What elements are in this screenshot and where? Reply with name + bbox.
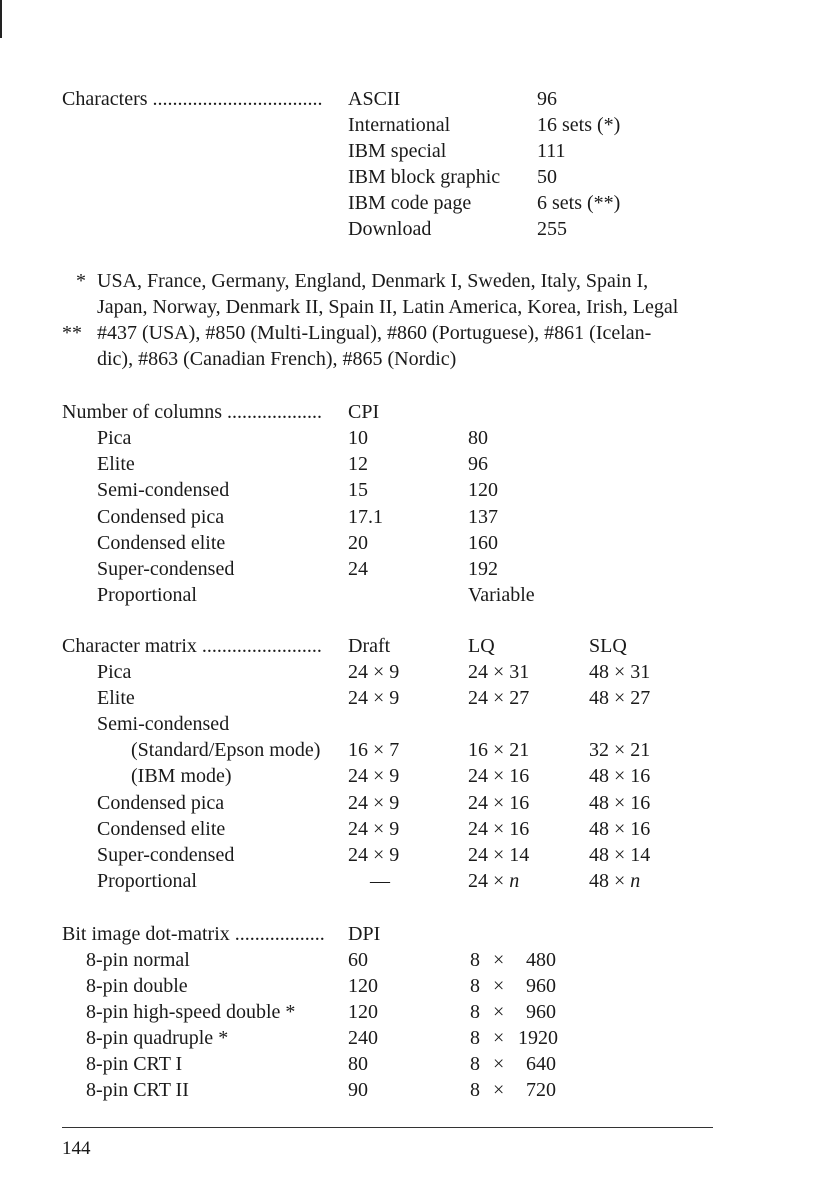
matrix-row-draft: 24 × 9 — [348, 818, 400, 840]
matrix-row-slq — [589, 871, 640, 891]
matrix-row-slq: 48 × 14 — [589, 844, 651, 866]
char-name: ASCII — [348, 88, 401, 110]
column-row-cols: 160 — [468, 532, 498, 554]
char-name: Download — [348, 218, 432, 240]
matrix-row-lq: 16 × 21 — [468, 739, 530, 761]
slq-variable: n — [630, 870, 641, 892]
bitimage-row-name: 8-pin high-speed double * — [86, 1001, 296, 1023]
char-value: 6 sets (**) — [537, 192, 621, 214]
column-row-cpi: 15 — [348, 479, 368, 501]
bitimage-row-name: 8-pin double — [86, 975, 188, 997]
bitimage-row-a: 8 — [470, 975, 480, 997]
matrix-row-draft: 24 × 9 — [348, 765, 400, 787]
bitimage-row-x: × — [493, 975, 505, 997]
char-value: 255 — [537, 218, 567, 240]
bitimage-row-a: 8 — [470, 1053, 480, 1075]
bitimage-row-name: 8-pin quadruple * — [86, 1027, 229, 1049]
matrix-row-name: Pica — [97, 661, 132, 683]
matrix-header-slq: SLQ — [589, 635, 627, 657]
matrix-header-draft: Draft — [348, 635, 391, 657]
bitimage-row-name: 8-pin CRT I — [86, 1053, 183, 1075]
matrix-header-lq: LQ — [468, 635, 495, 657]
column-row-cpi: 17.1 — [348, 506, 383, 528]
char-value: 16 sets (*) — [537, 114, 621, 136]
column-row-cpi: 20 — [348, 532, 368, 554]
bitimage-row-x: × — [493, 949, 505, 971]
bitimage-row-name: 8-pin CRT II — [86, 1079, 189, 1101]
bitimage-row-x: × — [493, 1079, 505, 1101]
column-row-cpi: 10 — [348, 427, 368, 449]
column-row-name: Super-condensed — [97, 558, 235, 580]
matrix-label: Character matrix ........................ — [62, 635, 322, 657]
characters-label: Characters .................................. — [62, 88, 323, 110]
bitimage-row-b: 720 — [526, 1079, 556, 1101]
matrix-row-draft: 24 × 9 — [348, 844, 400, 866]
bitimage-row-a: 8 — [470, 949, 480, 971]
bitimage-row-dpi: 80 — [348, 1053, 368, 1075]
bitimage-row-a: 8 — [470, 1027, 480, 1049]
column-row-name: Proportional — [97, 584, 197, 606]
matrix-row-name: Semi-condensed — [97, 713, 230, 735]
column-row-cols: 80 — [468, 427, 488, 449]
matrix-row-draft: 16 × 7 — [348, 739, 400, 761]
footnote-line: USA, France, Germany, England, Denmark I, Sweden, Italy, Spain I, — [97, 270, 649, 292]
matrix-row-lq — [468, 871, 519, 891]
columns-label: Number of columns ................... — [62, 401, 322, 423]
column-row-cols: 137 — [468, 506, 498, 528]
column-row-name: Pica — [97, 427, 132, 449]
matrix-row-name: (Standard/Epson mode) — [131, 739, 321, 761]
bitimage-row-b: 960 — [526, 1001, 556, 1023]
char-value: 96 — [537, 88, 557, 110]
bitimage-row-b: 1920 — [518, 1027, 558, 1049]
column-row-cols: Variable — [468, 584, 535, 606]
bitimage-row-x: × — [493, 1027, 505, 1049]
column-row-cpi: 24 — [348, 558, 368, 580]
column-row-cols: 120 — [468, 479, 498, 501]
column-row-cols: 192 — [468, 558, 498, 580]
matrix-row-slq: 32 × 21 — [589, 739, 651, 761]
slq-prefix: 48 × — [589, 870, 631, 892]
matrix-row-lq: 24 × 31 — [468, 661, 530, 683]
matrix-row-lq: 24 × 27 — [468, 687, 530, 709]
bitimage-row-dpi: 120 — [348, 1001, 378, 1023]
bitimage-row-dpi: 90 — [348, 1079, 368, 1101]
bitimage-row-x: × — [493, 1001, 505, 1023]
matrix-row-slq: 48 × 27 — [589, 687, 651, 709]
column-row-cpi: 12 — [348, 453, 368, 475]
column-row-name: Condensed pica — [97, 506, 225, 528]
matrix-row-lq: 24 × 16 — [468, 818, 530, 840]
page-number: 144 — [62, 1138, 91, 1159]
matrix-row-lq: 24 × 16 — [468, 765, 530, 787]
matrix-row-name: (IBM mode) — [131, 765, 232, 787]
column-row-name: Semi-condensed — [97, 479, 230, 501]
char-value: 111 — [537, 140, 566, 162]
matrix-row-slq: 48 × 16 — [589, 765, 651, 787]
footnote-line: #437 (USA), #850 (Multi-Lingual), #860 (Portuguese), #861 (Icelan- — [97, 322, 652, 344]
matrix-row-name: Condensed pica — [97, 792, 225, 814]
matrix-row-name: Elite — [97, 687, 135, 709]
bitimage-row-b: 960 — [526, 975, 556, 997]
lq-variable: n — [509, 870, 520, 892]
bitimage-header-dpi: DPI — [348, 923, 381, 945]
matrix-row-lq: 24 × 16 — [468, 792, 530, 814]
bitimage-row-dpi: 120 — [348, 975, 378, 997]
lq-prefix: 24 × — [468, 870, 510, 892]
bitimage-row-x: × — [493, 1053, 505, 1075]
matrix-row-slq: 48 × 16 — [589, 818, 651, 840]
char-name: IBM block graphic — [348, 166, 501, 188]
footnote-line: Japan, Norway, Denmark II, Spain II, Latin America, Korea, Irish, Legal — [97, 296, 679, 318]
footnote-mark-double: ** — [62, 322, 82, 344]
matrix-row-name: Proportional — [97, 870, 197, 892]
footnote-mark-single: * — [76, 270, 86, 292]
bitimage-row-b: 480 — [526, 949, 556, 971]
matrix-row-slq: 48 × 16 — [589, 792, 651, 814]
bitimage-row-a: 8 — [470, 1001, 480, 1023]
bitimage-row-name: 8-pin normal — [86, 949, 190, 971]
char-value: 50 — [537, 166, 557, 188]
char-name: IBM code page — [348, 192, 472, 214]
footnote-line: dic), #863 (Canadian French), #865 (Nordic) — [97, 348, 457, 370]
bitimage-row-b: 640 — [526, 1053, 556, 1075]
footer-rule — [62, 1127, 713, 1128]
bitimage-row-a: 8 — [470, 1079, 480, 1101]
matrix-row-draft: 24 × 9 — [348, 687, 400, 709]
columns-header-cpi: CPI — [348, 401, 380, 423]
char-name: IBM special — [348, 140, 447, 162]
matrix-row-lq: 24 × 14 — [468, 844, 530, 866]
column-row-cols: 96 — [468, 453, 488, 475]
matrix-row-draft: 24 × 9 — [348, 661, 400, 683]
matrix-row-slq: 48 × 31 — [589, 661, 651, 683]
char-name: International — [348, 114, 451, 136]
bitimage-row-dpi: 60 — [348, 949, 368, 971]
matrix-row-name: Super-condensed — [97, 844, 235, 866]
matrix-row-draft: 24 × 9 — [348, 792, 400, 814]
matrix-row-name: Condensed elite — [97, 818, 226, 840]
column-row-name: Elite — [97, 453, 135, 475]
column-row-name: Condensed elite — [97, 532, 226, 554]
crop-mark — [0, 0, 2, 38]
matrix-row-draft: — — [370, 870, 390, 892]
bitimage-label: Bit image dot-matrix .................. — [62, 923, 325, 945]
bitimage-row-dpi: 240 — [348, 1027, 378, 1049]
